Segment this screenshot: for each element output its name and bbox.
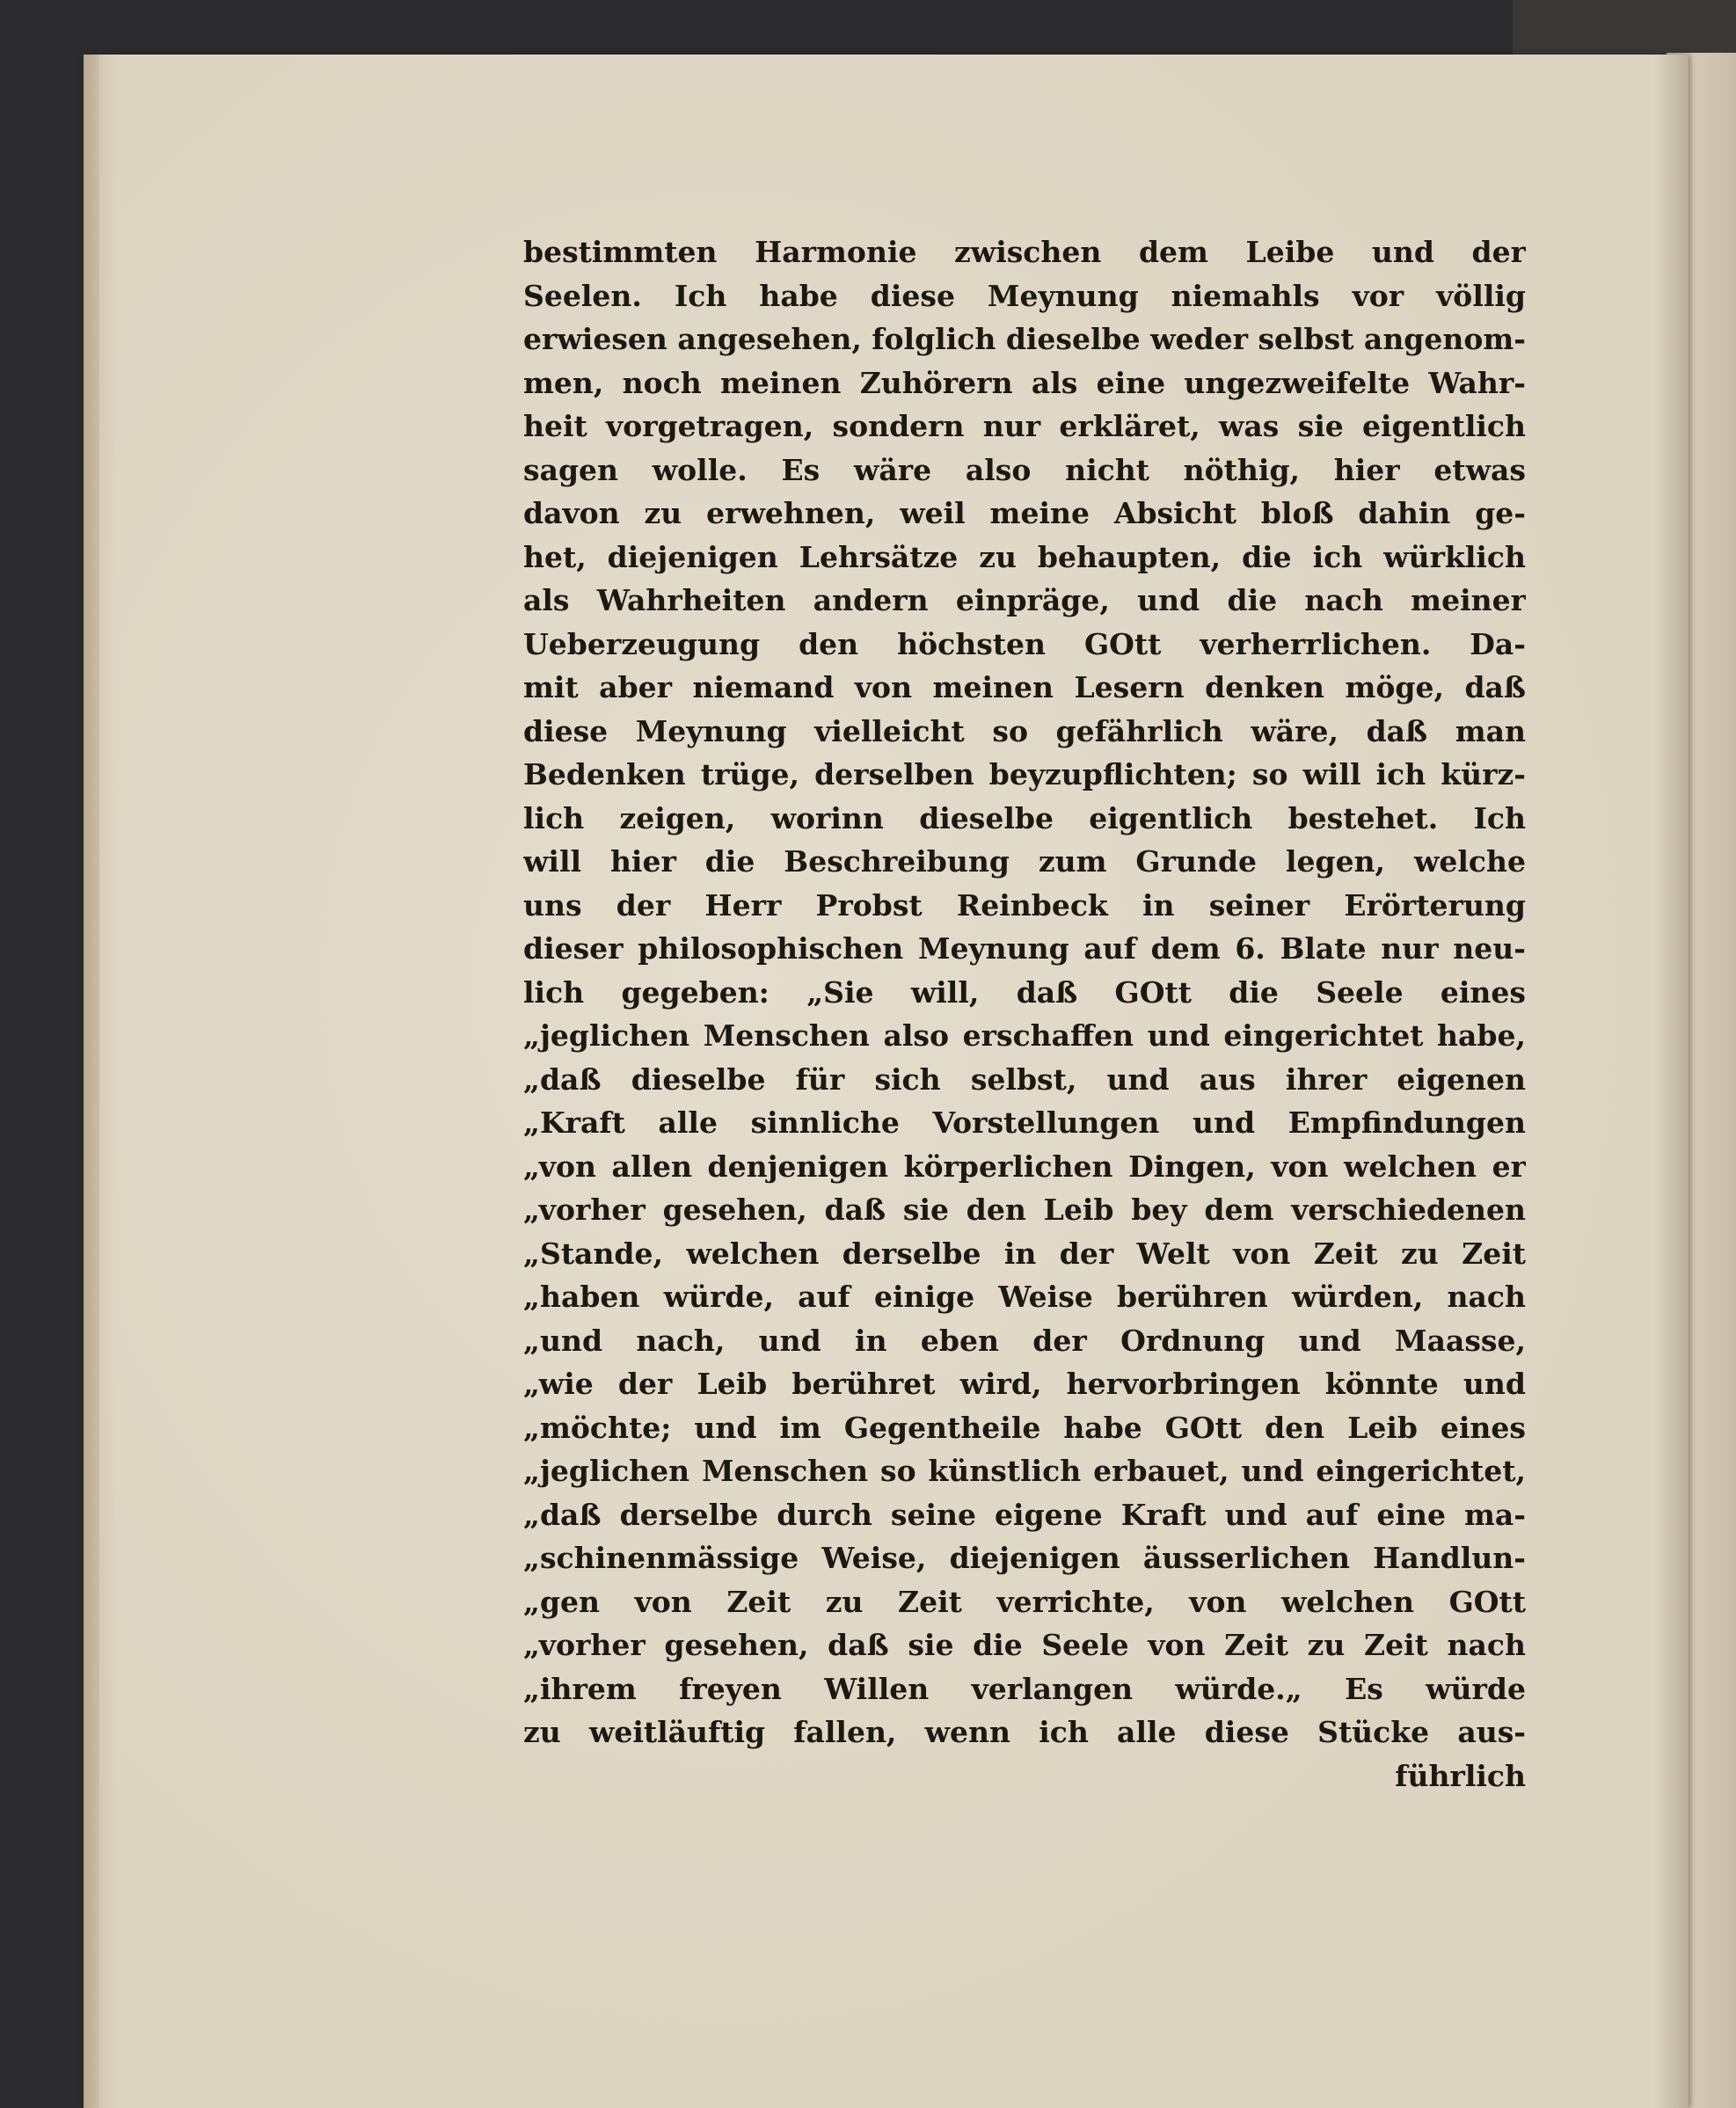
text-line: sagen wolle. Es wäre also nicht nöthig, hier etwas [523,452,1526,487]
text-line: „und nach, und in eben der Ordnung und Maasse, [523,1323,1526,1358]
text-line: uns der Herr Probst Reinbeck in seiner Erörterung [523,887,1526,923]
text-line: will hier die Beschreibung zum Grunde legen, welche [523,844,1526,879]
text-line: „Kraft alle sinnliche Vorstellungen und Empfindungen [523,1105,1526,1140]
text-line: „schinenmässige Weise, diejenigen äusserlichen Handlun- [523,1541,1526,1575]
text-line: „haben würde, auf einige Weise berühren würden, nach [523,1280,1526,1314]
text-line: bestimmten Harmonie zwischen dem Leibe und der [523,235,1526,269]
text-line: als Wahrheiten andern einpräge, und die nach meiner [523,583,1526,617]
text-line: Ueberzeugung den höchsten GOtt verherrlichen. Da- [523,626,1526,661]
text-line: „jeglichen Menschen also erschaffen und eingerichtet habe, [523,1018,1526,1053]
text-line: lich gegeben: „Sie will, daß GOtt die Seele eines [523,974,1526,1010]
text-line: davon zu erwehnen, weil meine Absicht bloß dahin ge- [523,496,1526,530]
book-binding-shadow [1513,0,1736,55]
text-line: heit vorgetragen, sondern nur erkläret, was sie eigentlich [523,409,1526,443]
gutter-shadow [1653,55,1689,2108]
text-line: lich zeigen, worinn dieselbe eigentlich bestehet. Ich [523,800,1526,835]
body-text [523,230,1526,1798]
text-line: „von allen denjenigen körperlichen Dingen, von welchen er [523,1149,1526,1184]
text-line: „ihrem freyen Willen verlangen würde.„ Es würde [523,1671,1526,1706]
text-line: erwiesen angesehen, folglich dieselbe weder selbst angenom- [523,322,1526,356]
text-line: „vorher gesehen, daß sie die Seele von Zeit zu Zeit nach [523,1628,1526,1662]
text-line: „daß dieselbe für sich selbst, und aus ihrer eigenen [523,1061,1526,1097]
text-line: Bedenken trüge, derselben beyzupflichten; so will ich kürz- [523,757,1526,791]
page-fore-edge [84,55,99,2108]
text-line: „wie der Leib berühret wird, hervorbringen könnte und [523,1367,1526,1401]
text-line: Seelen. Ich habe diese Meynung niemahls vor völlig [523,278,1526,313]
text-line: „möchte; und im Gegentheile habe GOtt den Leib eines [523,1410,1526,1445]
text-line: „Stande, welchen derselbe in der Welt von Zeit zu Zeit [523,1236,1526,1271]
text-line: „jeglichen Menschen so künstlich erbauet, und eingerichtet, [523,1454,1526,1488]
catchword: führlich [1395,1758,1526,1793]
text-line: „gen von Zeit zu Zeit verrichte, von welchen GOtt [523,1584,1526,1619]
text-line: mit aber niemand von meinen Lesern denken möge, daß [523,670,1526,704]
text-line: zu weitläuftig fallen, wenn ich alle diese Stücke aus- [523,1715,1526,1749]
text-line: men, noch meinen Zuhörern als eine ungezweifelte Wahr- [523,365,1526,400]
text-line: „vorher gesehen, daß sie den Leib bey dem verschiedenen [523,1193,1526,1227]
text-line: het, diejenigen Lehrsätze zu behaupten, die ich würklich [523,539,1526,574]
text-line: dieser philosophischen Meynung auf dem 6. Blate nur neu- [523,931,1526,966]
text-line: „daß derselbe durch seine eigene Kraft und auf eine ma- [523,1497,1526,1532]
text-line: diese Meynung vielleicht so gefährlich wäre, daß man [523,713,1526,748]
